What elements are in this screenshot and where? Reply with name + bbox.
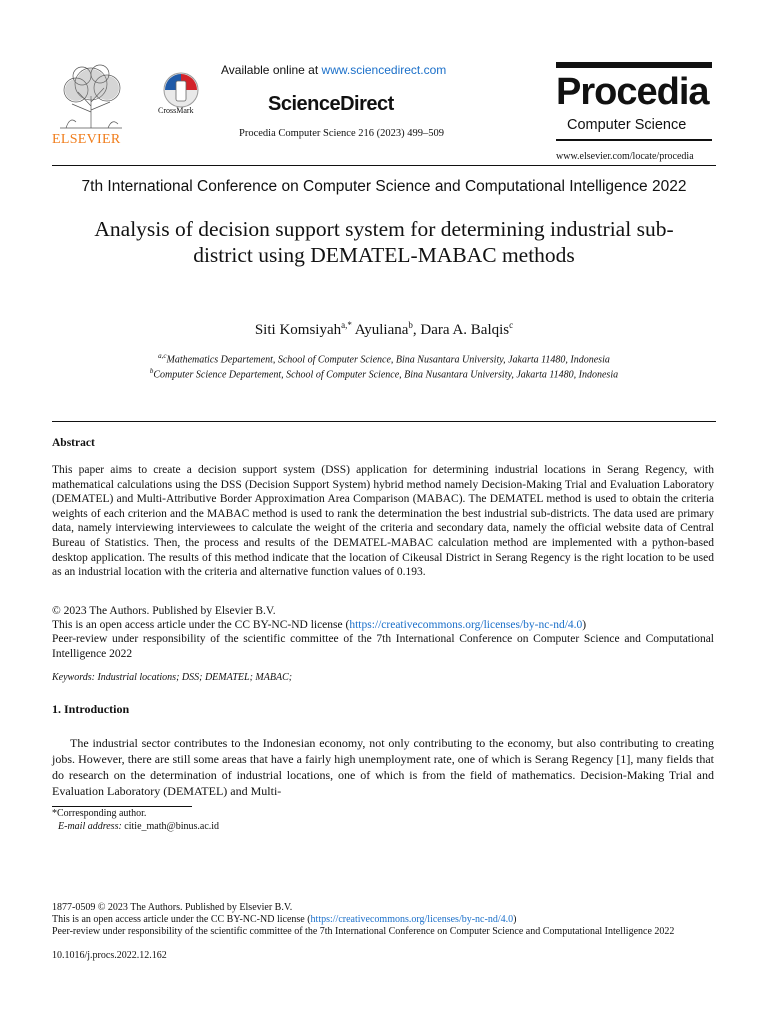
license-link[interactable]: https://creativecommons.org/licenses/by-nc-nd/4.0 bbox=[349, 619, 583, 631]
affiliation-text: Computer Science Departement, School of Computer Science, Bina Nusantara University, Jakarta 11480, Indonesia bbox=[153, 369, 619, 381]
procedia-underline bbox=[556, 139, 712, 141]
email-address[interactable]: citie_math@binus.ac.id bbox=[124, 821, 220, 832]
author-affiliation-marker: b bbox=[408, 320, 413, 330]
open-access-line bbox=[52, 618, 714, 633]
procedia-top-bar bbox=[556, 62, 712, 68]
abstract-body: This paper aims to create a decision support system (DSS) application for determining industrial locations in Serang Regency, with mathematical calculations using the DSS (Decision Support System) hybrid method namely Decision-Making Trial and Evaluation Laboratory (DEMATEL) and Multi-Attributive Border Approximation Area Comparison (MABAC). The DEMATEL method is used to obtain the criteria weights of each criterion and the MABAC method is used to rank the determination the best industrial sub-districts. The data used are primary data, namely interviewing interviewees to calculate the weight of the criteria and secondary data, namely the official website data of Central Bureau of Statistics. Then, the process and results of the DEMATEL-MABAC calculation method are implemented with a python-based desktop application. The results of this method indicate that the location of Cikeusal District in Serang Regency is the right location to be used as an industrial location with the criteria and alternative function values of 0.193. bbox=[52, 464, 714, 579]
sciencedirect-brand: ScienceDirect bbox=[268, 93, 394, 115]
footer-oa-prefix: This is an open access article under the CC BY-NC-ND license ( bbox=[52, 914, 311, 925]
publisher-wordmark: ELSEVIER bbox=[52, 132, 121, 147]
author-name: Dara A. Balqis bbox=[420, 322, 510, 338]
affiliation bbox=[0, 367, 768, 380]
introduction-body: The industrial sector contributes to the Indonesian economy, not only contributing to the economy, but also contributing to creating jobs. However, there are still some areas that have a fairly high unemployment rate, one of which is Serang Regency [1], many fields that do research on the determination of industrial locations, one of which is from the field of mathematics. Decision-Making Trial and Evaluation Laboratory (DEMATEL) and Multi- bbox=[52, 736, 714, 798]
footer-peer-review: Peer-review under responsibility of the scientific committee of the 7th International Conference on Computer Science and Computational Intelligence 2022 bbox=[52, 926, 675, 937]
paper-title-line-2: district using DEMATEL-MABAC methods bbox=[193, 243, 575, 267]
author-affiliation-marker: a,* bbox=[341, 320, 352, 330]
available-online-line bbox=[221, 63, 446, 77]
footer-doi[interactable]: 10.1016/j.procs.2022.12.162 bbox=[52, 950, 167, 961]
author-affiliation-marker: c bbox=[509, 320, 514, 330]
abstract-heading: Abstract bbox=[52, 437, 95, 449]
footer-issn: 1877-0509 © 2023 The Authors. Published by Elsevier B.V. bbox=[52, 902, 293, 913]
open-access-suffix: ) bbox=[582, 619, 587, 631]
paper-title bbox=[40, 216, 728, 268]
affiliation-text: Mathematics Departement, School of Computer Science, Bina Nusantara University, Jakarta 11480, Indonesia bbox=[166, 354, 610, 366]
section-heading: 1. Introduction bbox=[52, 702, 130, 716]
journal-url[interactable]: www.elsevier.com/locate/procedia bbox=[556, 151, 694, 162]
keywords: Keywords: Industrial locations; DSS; DEMATEL; MABAC; bbox=[52, 672, 293, 683]
email-footnote bbox=[58, 821, 219, 832]
footnote-divider bbox=[52, 806, 192, 807]
sciencedirect-link[interactable]: www.sciencedirect.com bbox=[321, 63, 447, 77]
procedia-logo-subtitle: Computer Science bbox=[567, 117, 687, 133]
affiliation bbox=[0, 352, 768, 365]
footer-open-access bbox=[52, 914, 716, 926]
open-access-prefix: This is an open access article under the CC BY-NC-ND license ( bbox=[52, 619, 350, 631]
affiliation-marker: a,c bbox=[158, 352, 167, 360]
author-name: Ayuliana bbox=[354, 322, 409, 338]
footer-oa-suffix: ) bbox=[513, 914, 517, 925]
journal-citation: Procedia Computer Science 216 (2023) 499–509 bbox=[239, 128, 444, 139]
paper-title-line-1: Analysis of decision support system for determining industrial sub- bbox=[94, 217, 674, 241]
footer-license-link[interactable]: https://creativecommons.org/licenses/by-nc-nd/4.0 bbox=[310, 914, 514, 925]
abstract-divider bbox=[52, 421, 716, 422]
author-list: Siti Komsiyah$^{a,*}$ Ayuliana$^b$, Dara A. Balqis$^c$ bbox=[254, 320, 514, 338]
author-name: Siti Komsiyah bbox=[254, 322, 342, 338]
email-label: E-mail address: bbox=[58, 821, 122, 832]
corresponding-author-note: *Corresponding author. bbox=[52, 808, 147, 819]
crossmark-label: CrossMark bbox=[158, 106, 194, 115]
peer-review-statement: Peer-review under responsibility of the scientific committee of the 7th International Conference on Computer Science and Computational Intelligence 2022 bbox=[52, 633, 714, 660]
conference-name: 7th International Conference on Computer Science and Computational Intelligence 2022 bbox=[81, 178, 687, 195]
header-divider bbox=[52, 165, 716, 166]
affiliation-marker: b bbox=[149, 367, 154, 375]
available-prefix: Available online at bbox=[221, 63, 322, 77]
copyright-line: © 2023 The Authors. Published by Elsevier B.V. bbox=[52, 605, 276, 617]
procedia-logo-title: Procedia bbox=[556, 71, 709, 113]
